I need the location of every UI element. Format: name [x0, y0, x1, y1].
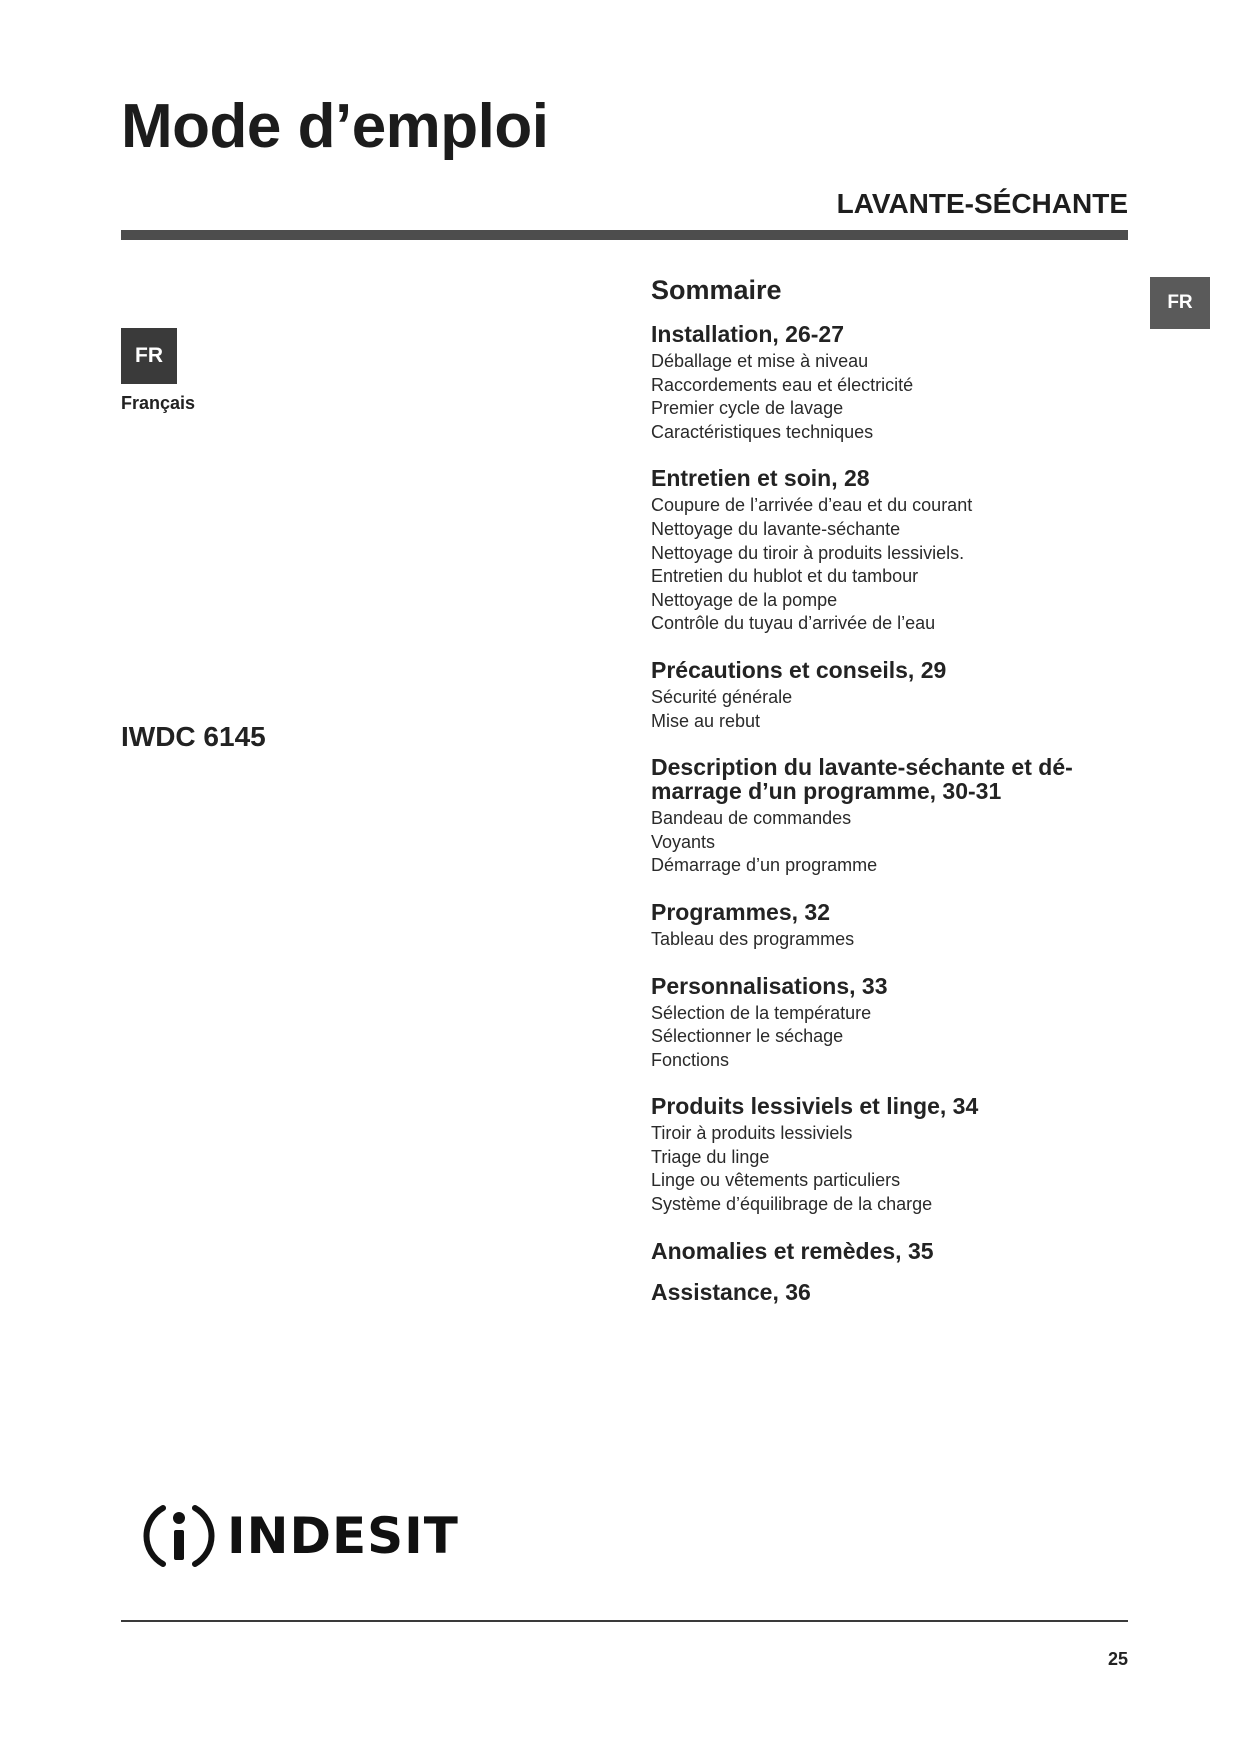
toc-item: Déballage et mise à niveau [651, 351, 869, 371]
toc-item: Linge ou vêtements particuliers [651, 1170, 901, 1191]
indesit-logo [141, 1498, 459, 1574]
toc-item: Sélectionner le séchage [651, 1026, 844, 1047]
header-divider [121, 230, 1128, 240]
toc-item: Tableau des programmes [651, 928, 855, 949]
toc-item: Nettoyage du lavante-séchante [651, 518, 901, 539]
model-number: IWDC 6145 [121, 721, 266, 752]
table-of-contents [651, 270, 1131, 1321]
toc-item: Entretien du hublot et du tambour [651, 566, 919, 587]
toc-item: Nettoyage du tiroir à produits lessiviels. [651, 542, 965, 563]
toc-section-title[interactable]: Produits lessiviels et linge, 34 [651, 1093, 979, 1120]
toc-section-title-line: Description du lavante-séchante et dé- [651, 754, 1073, 781]
language-side-tab: FR [1150, 277, 1210, 329]
toc-item: Caractéristiques techniques [651, 421, 874, 442]
toc-section-installation [651, 322, 1131, 444]
toc-section-title[interactable]: Programmes, 32 [651, 898, 830, 925]
toc-item: Fonctions [651, 1049, 730, 1070]
toc-section-title[interactable]: Assistance, 36 [651, 1278, 811, 1305]
toc-item: Nettoyage de la pompe [651, 589, 838, 610]
toc-item: Tiroir à produits lessiviels [651, 1123, 853, 1144]
toc-item: Contrôle du tuyau d’arrivée de l’eau [651, 613, 936, 634]
toc-section-title[interactable]: Entretien et soin, 28 [651, 465, 870, 492]
product-type: LAVANTE-SÉCHANTE [836, 188, 1128, 219]
brand-name: INDESIT [227, 1507, 459, 1565]
toc-section-anomalies [651, 1239, 1131, 1263]
indesit-logo-icon [141, 1498, 217, 1574]
toc-heading: Sommaire [651, 275, 782, 305]
toc-item: Coupure de l’arrivée d’eau et du courant [651, 495, 973, 516]
toc-item: Voyants [651, 831, 716, 852]
toc-section-title[interactable]: Anomalies et remèdes, 35 [651, 1237, 934, 1264]
language-badge: FR [121, 328, 177, 384]
toc-item: Système d’équilibrage de la charge [651, 1194, 933, 1215]
toc-section-precautions [651, 658, 1131, 733]
toc-section-entretien [651, 466, 1131, 636]
toc-item: Sélection de la température [651, 1002, 872, 1023]
toc-item: Bandeau de commandes [651, 808, 852, 829]
toc-section-title[interactable]: Personnalisations, 33 [651, 972, 888, 999]
toc-item: Triage du linge [651, 1146, 770, 1167]
page-number: 25 [1107, 1649, 1128, 1669]
toc-section-produits [651, 1094, 1131, 1216]
toc-section-description [651, 755, 1131, 878]
toc-item: Raccordements eau et électricité [651, 374, 914, 395]
footer-divider [121, 1620, 1128, 1622]
toc-section-title-line: marrage d’un programme, 30-31 [651, 778, 1002, 805]
language-name: Français [121, 393, 196, 413]
toc-section-title[interactable]: Précautions et conseils, 29 [651, 656, 947, 683]
toc-item: Premier cycle de lavage [651, 398, 844, 419]
toc-item: Sécurité générale [651, 686, 793, 707]
toc-section-assistance [651, 1280, 1131, 1304]
page-title: Mode d’emploi [121, 92, 549, 161]
toc-section-programmes [651, 900, 1131, 952]
toc-section-personnalisations [651, 974, 1131, 1073]
toc-section-title[interactable]: Installation, 26-27 [651, 321, 845, 347]
toc-item: Démarrage d’un programme [651, 855, 878, 876]
toc-section-title[interactable] [651, 755, 1131, 803]
toc-item: Mise au rebut [651, 710, 761, 731]
